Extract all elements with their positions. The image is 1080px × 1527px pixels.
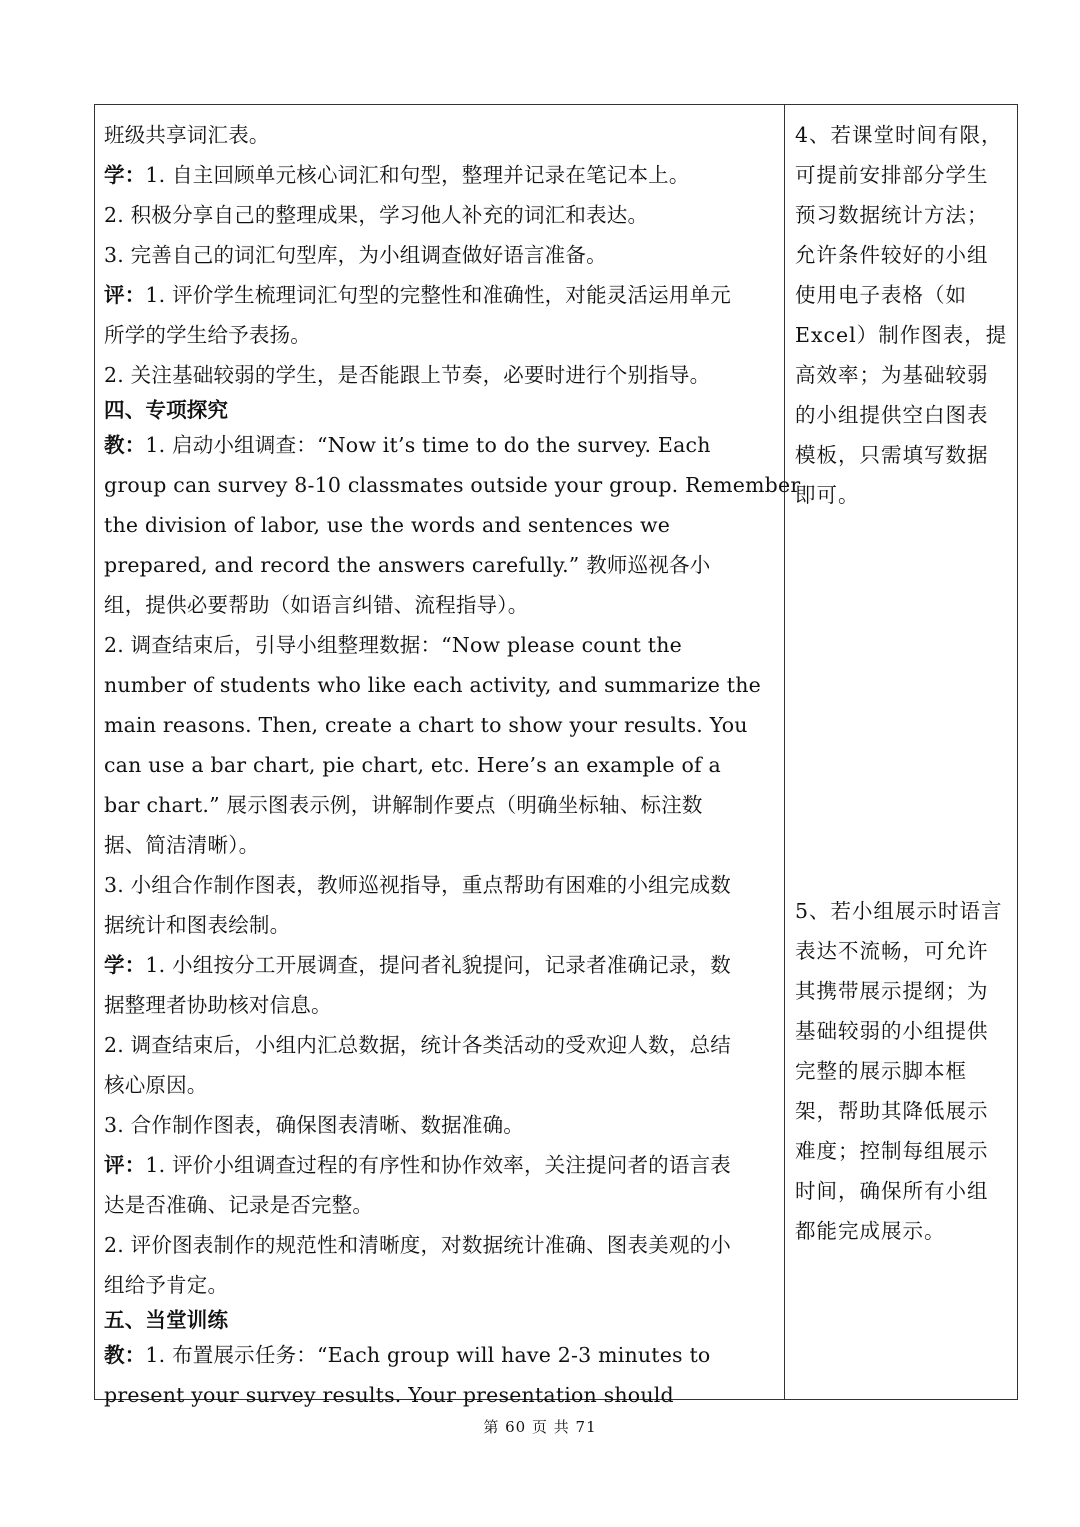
note-line: 预习数据统计方法； — [795, 203, 989, 227]
line-text: 达是否准确、记录是否完整。 — [104, 1193, 374, 1217]
role-label: 评： — [104, 283, 146, 307]
line-text: present your survey results. Your presentation should — [104, 1383, 674, 1407]
note-spacer — [795, 515, 1007, 891]
text-line — [104, 985, 772, 1025]
role-label: 学： — [104, 163, 146, 187]
line-text: 核心原因。 — [104, 1073, 208, 1097]
line-text: prepared, and record the answers carefully.” 教师巡视各小 — [104, 553, 711, 577]
line-text: 据统计和图表绘制。 — [104, 913, 291, 937]
line-text: 3. 完善自己的词汇句型库，为小组调查做好语言准备。 — [104, 243, 607, 267]
note-line: 完整的展示脚本框 — [795, 1059, 967, 1083]
role-label: 学： — [104, 953, 146, 977]
text-line — [104, 155, 772, 195]
text-line — [104, 665, 772, 705]
notes-column — [795, 115, 1007, 1251]
line-text: main reasons. Then, create a chart to show your results. You — [104, 713, 748, 737]
section-heading — [104, 1305, 772, 1335]
note-line: 的小组提供空白图表 — [795, 403, 989, 427]
note-line: 表达不流畅，可允许 — [795, 939, 989, 963]
note-line: 即可。 — [795, 483, 860, 507]
text-line — [104, 705, 772, 745]
line-text: 据、简洁清晰）。 — [104, 833, 260, 857]
lesson-plan-table — [94, 104, 1018, 1407]
line-text: number of students who like each activity, and summarize the — [104, 673, 761, 697]
note-line: 基础较弱的小组提供 — [795, 1019, 989, 1043]
note-line: 使用电子表格（如 — [795, 283, 967, 307]
line-text: 班级共享词汇表。 — [104, 123, 270, 147]
text-line — [104, 1375, 772, 1415]
text-line — [104, 1065, 772, 1105]
text-line — [104, 1225, 772, 1265]
line-text: 1. 自主回顾单元核心词汇和句型，整理并记录在笔记本上。 — [145, 163, 690, 187]
side-note-5 — [795, 891, 1007, 1251]
note-line: 可提前安排部分学生 — [795, 163, 989, 187]
page-footer: 第 60 页 共 71 — [483, 1418, 597, 1436]
note-line: Excel）制作图表，提 — [795, 323, 1008, 347]
section-heading — [104, 395, 772, 425]
line-text: group can survey 8-10 classmates outside your group. Remember — [104, 473, 801, 497]
note-line: 允许条件较好的小组 — [795, 243, 989, 267]
text-line — [104, 115, 772, 155]
text-line — [104, 195, 772, 235]
text-line — [104, 625, 772, 665]
line-text: 2. 调查结束后，引导小组整理数据：“Now please count the — [104, 633, 682, 657]
line-text: 1. 评价小组调查过程的有序性和协作效率，关注提问者的语言表 — [145, 1153, 731, 1177]
line-text: 五、当堂训练 — [104, 1308, 229, 1332]
text-line — [104, 505, 772, 545]
text-line — [104, 785, 772, 825]
line-text: 1. 评价学生梳理词汇句型的完整性和准确性，对能灵活运用单元 — [145, 283, 731, 307]
note-line: 5、若小组展示时语言 — [795, 899, 1003, 923]
text-line — [104, 1185, 772, 1225]
role-label: 评： — [104, 1153, 146, 1177]
text-line — [104, 425, 772, 465]
side-note-4 — [795, 115, 1007, 515]
line-text: the division of labor, use the words and sentences we — [104, 513, 671, 537]
text-line — [104, 745, 772, 785]
text-line — [104, 465, 801, 505]
text-line — [104, 355, 772, 395]
text-line — [104, 545, 772, 585]
text-line — [104, 1335, 772, 1375]
line-text: 组给予肯定。 — [104, 1273, 229, 1297]
line-text: 2. 关注基础较弱的学生，是否能跟上节奏，必要时进行个别指导。 — [104, 363, 711, 387]
note-line: 架，帮助其降低展示 — [795, 1099, 989, 1123]
column-divider — [784, 105, 785, 1399]
note-line: 模板，只需填写数据 — [795, 443, 989, 467]
note-line: 其携带展示提纲；为 — [795, 979, 989, 1003]
line-text: 1. 启动小组调查：“Now it’s time to do the survey. Each — [145, 433, 711, 457]
text-line — [104, 945, 772, 985]
text-line — [104, 1265, 772, 1305]
line-text: 3. 小组合作制作图表，教师巡视指导，重点帮助有困难的小组完成数 — [104, 873, 731, 897]
text-line — [104, 315, 772, 355]
note-line: 时间，确保所有小组 — [795, 1179, 989, 1203]
teaching-process-column — [104, 115, 801, 1415]
line-text: 据整理者协助核对信息。 — [104, 993, 332, 1017]
text-line — [104, 235, 772, 275]
text-line — [104, 825, 772, 865]
line-text: 1. 小组按分工开展调查，提问者礼貌提问，记录者准确记录，数 — [145, 953, 731, 977]
text-line — [104, 1025, 772, 1065]
line-text: 2. 积极分享自己的整理成果，学习他人补充的词汇和表达。 — [104, 203, 649, 227]
text-line — [104, 905, 772, 945]
line-text: 四、专项探究 — [104, 398, 229, 422]
line-text: can use a bar chart, pie chart, etc. Here’s an example of a — [104, 753, 721, 777]
text-line — [104, 865, 772, 905]
text-line — [104, 1145, 772, 1185]
text-line — [104, 585, 772, 625]
line-text: 所学的学生给予表扬。 — [104, 323, 311, 347]
role-label: 教： — [104, 1343, 146, 1367]
line-text: 2. 评价图表制作的规范性和清晰度，对数据统计准确、图表美观的小 — [104, 1233, 731, 1257]
note-line: 都能完成展示。 — [795, 1219, 946, 1243]
line-text: bar chart.” 展示图表示例，讲解制作要点（明确坐标轴、标注数 — [104, 793, 703, 817]
line-text: 3. 合作制作图表，确保图表清晰、数据准确。 — [104, 1113, 524, 1137]
text-line — [104, 275, 772, 315]
text-line — [104, 1105, 772, 1145]
line-text: 1. 布置展示任务：“Each group will have 2-3 minutes to — [145, 1343, 711, 1367]
note-line: 4、若课堂时间有限， — [795, 123, 1003, 147]
line-text: 2. 调查结束后，小组内汇总数据，统计各类活动的受欢迎人数，总结 — [104, 1033, 731, 1057]
line-text: 组，提供必要帮助（如语言纠错、流程指导）。 — [104, 593, 529, 617]
note-line: 难度；控制每组展示 — [795, 1139, 989, 1163]
role-label: 教： — [104, 433, 146, 457]
note-line: 高效率；为基础较弱 — [795, 363, 989, 387]
